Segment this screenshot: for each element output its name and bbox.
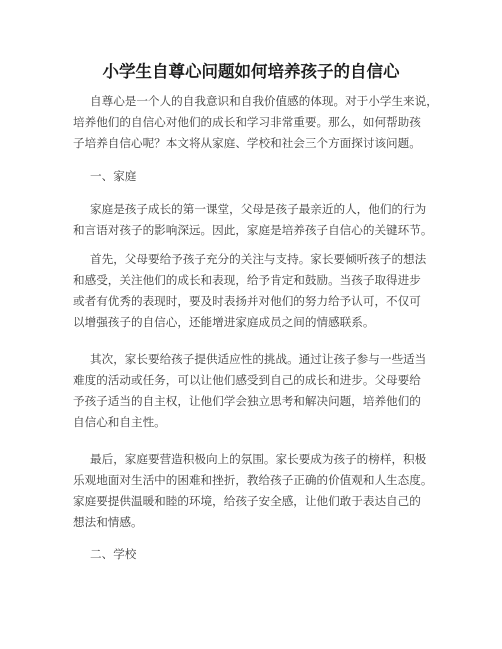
- p4-line-2: 乐观地面对生活中的困难和挫折，教给孩子正确的价值观和人生态度。: [73, 473, 433, 487]
- intro-line-2: 培养他们的自信心对他们的成长和学习非常重要。那么，如何帮助孩: [73, 115, 421, 129]
- intro-line-1: 自尊心是一个人的自我意识和自我价值感的体现。对于小学生来说，: [90, 94, 438, 108]
- section-heading-family: 一、家庭: [90, 169, 137, 183]
- p3-line-3: 予孩子适当的自主权，让他们学会独立思考和解决问题，培养他们的: [73, 394, 421, 408]
- p4-line-3: 家庭要提供温暖和睦的环境，给孩子安全感，让他们敢于表达自己的: [73, 494, 421, 508]
- p4-line-4: 想法和情感。: [73, 515, 143, 529]
- p3-line-4: 自信心和自主性。: [73, 415, 166, 429]
- section-heading-school: 二、学校: [90, 547, 137, 561]
- p2-line-3: 或者有优秀的表现时，要及时表扬并对他们的努力给予认可，不仅可: [73, 294, 421, 308]
- p1-line-1: 家庭是孩子成长的第一课堂，父母是孩子最亲近的人，他们的行为: [90, 202, 427, 216]
- p2-line-1: 首先，父母要给予孩子充分的关注与支持。家长要倾听孩子的想法: [90, 252, 427, 266]
- p4-line-1: 最后，家庭要营造积极向上的氛围。家长要成为孩子的榜样，积极: [90, 452, 427, 466]
- p1-line-2: 和言语对孩子的影响深远。因此，家庭是培养孩子自信心的关键环节。: [73, 223, 433, 237]
- document-title: 小学生自尊心问题如何培养孩子的自信心: [102, 62, 400, 81]
- intro-line-3: 子培养自信心呢？本文将从家庭、学校和社会三个方面探讨该问题。: [73, 136, 421, 150]
- p2-line-4: 以增强孩子的自信心，还能增进家庭成员之间的情感联系。: [73, 315, 375, 329]
- p3-line-1: 其次，家长要给孩子提供适应性的挑战。通过让孩子参与一些适当: [90, 352, 427, 366]
- p3-line-2: 难度的活动或任务，可以让他们感受到自己的成长和进步。父母要给: [73, 373, 421, 387]
- p2-line-2: 和感受，关注他们的成长和表现，给予肯定和鼓励。当孩子取得进步: [73, 273, 421, 287]
